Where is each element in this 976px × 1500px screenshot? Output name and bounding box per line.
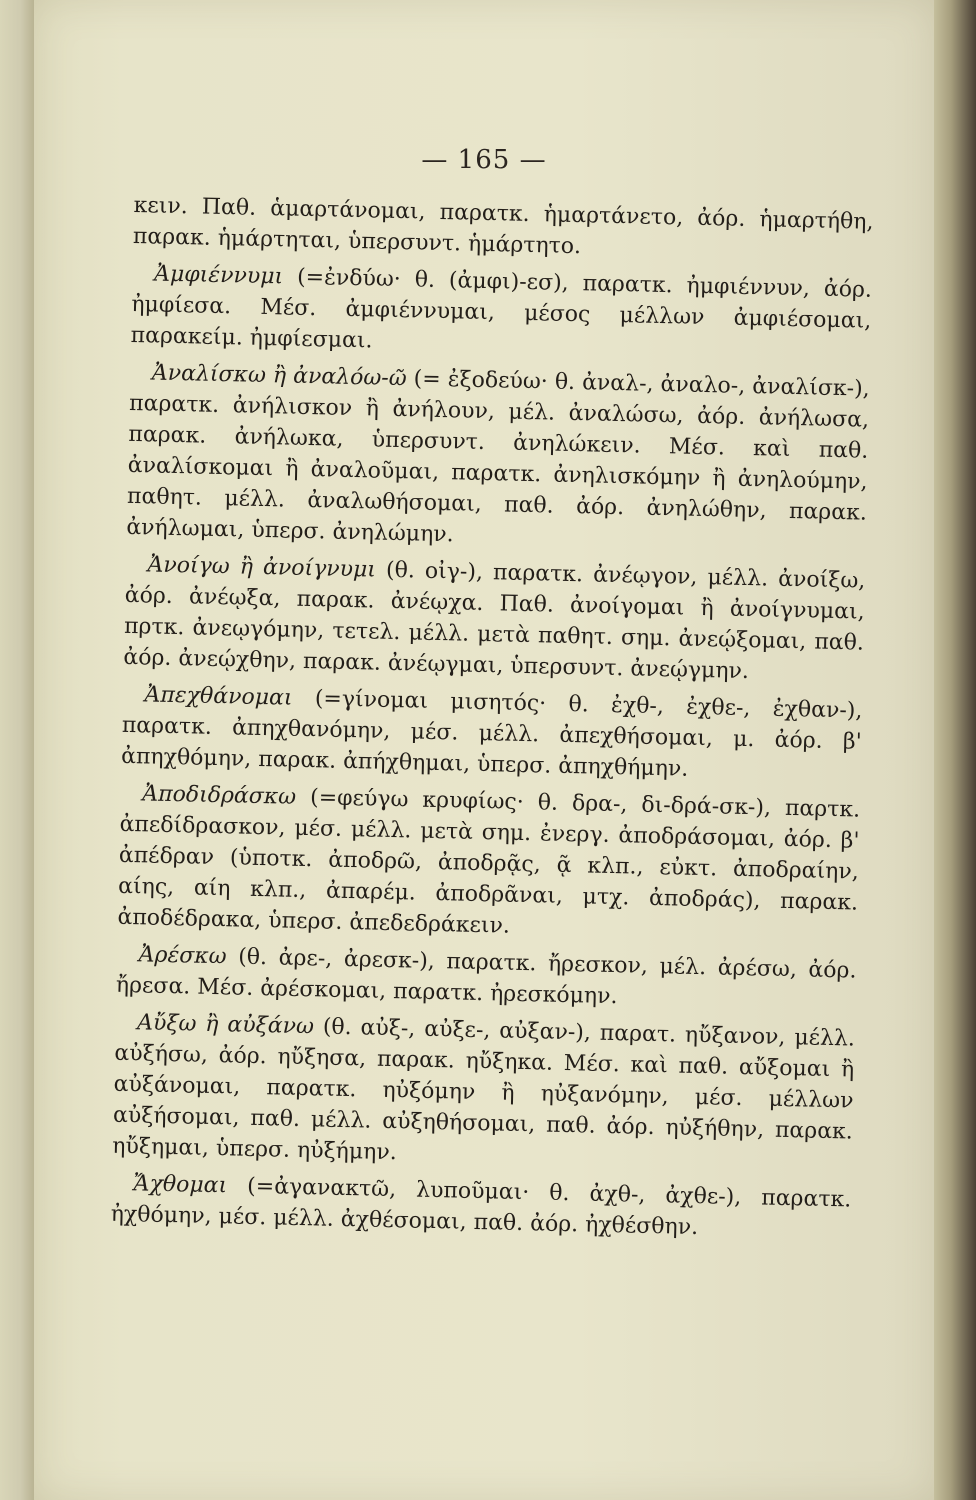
page-number: — 165 — <box>421 145 547 175</box>
entry-text: (θ. ἀρε-, ἀρεσκ-), παρατκ. ἤρεσκον, μέλ. ἀρέσω, ἀόρ. ἤρεσα. Μέσ. ἀρέσκομαι, παρατκ. ἠρεσκόμην. <box>115 944 857 1010</box>
right-page-edge <box>934 0 976 1500</box>
entry <box>133 190 874 269</box>
entry-text: (=ἐνδύω· θ. (ἀμφι)-εσ), παρατκ. ἠμφιέννυν, ἀόρ. ἠμφίεσα. Μέσ. ἀμφιέννυμαι, μέσος μέλλων ἀμφιέσομαι, παρακείμ. ἠμφίεσμαι. <box>130 264 873 354</box>
entry-lemma: Ἀναλίσκω ἢ ἀναλόω-ῶ <box>151 360 407 392</box>
entry-text: (= ἐξοδεύω· θ. ἀναλ-, ἀναλο-, ἀναλίσκ-), παρατκ. ἀνήλισκον ἢ ἀνήλουν, μέλ. ἀναλώσω, ἀόρ. ἀνήλωσα, παρακ. ἀνήλωκα, ὑπερσυντ. ἀνηλώκειν. Μέσ. καὶ παθ. ἀναλίσκομαι ἢ ἀναλοῦμαι, παρατκ. ἀνηλισκόμην ἢ ἀνηλούμην, παθητ. μέλλ. ἀναλωθήσομαι, παθ. ἀόρ. ἀνηλώθην, παρακ. ἀνήλωμαι, ὑπερσ. ἀνηλώμην. <box>126 366 870 548</box>
body-text <box>110 190 874 1253</box>
left-page-edge <box>0 0 34 1500</box>
entry-lemma: Ἀμφιέννυμι <box>153 261 284 290</box>
entry <box>112 1007 855 1179</box>
entry-text: (θ. οἰγ-), παρατκ. ἀνέῳγον, μέλλ. ἀνοίξω, ἀόρ. ἀνέῳξα, παρακ. ἀνέῳχα. Παθ. ἀνοίγομαι ἢ ἀνοίγνυμαι, πρτκ. ἀνεῳγόμην, τετελ. μέλλ. μετὰ παθητ. σημ. ἀνεῴξομαι, παθ. ἀόρ. ἀνεῴχθην, παρακ. ἀνέῳγμαι, ὑπερσυντ. ἀνεῴγμην. <box>123 557 866 685</box>
entry <box>121 679 863 789</box>
entry-lemma: Αὔξω ἢ αὐξάνω <box>136 1010 315 1040</box>
entry-text: (=φεύγω κρυφίως· θ. δρα-, δι-δρά-σκ-), παρτκ. ἀπεδίδρασκον, μέσ. μέλλ. μετὰ σημ. ἐνεργ. ἀποδράσομαι, ἀόρ. β' ἀπέδραν (ὑποτκ. ἀποδρῶ, ἀποδρᾷς, ᾷ κλπ., εὐκτ. ἀποδραίην, αίης, αίη κλπ., ἀπαρέμ. ἀποδρᾶναι, μτχ. ἀποδράς), παρακ. ἀποδέδρακα, ὑπερσ. ἀπεδεδράκειν. <box>117 784 861 939</box>
entry-lemma: Ἀποδιδράσκω <box>142 781 297 810</box>
entry <box>123 549 866 690</box>
entry-text: (=γίνομαι μισητός· θ. ἐχθ-, ἐχθε-, ἐχθαν-), παρατκ. ἀπηχθανόμην, μέσ. μέλλ. ἀπεχθήσομαι, μ. ἀόρ. β' ἀπηχθόμην, παρακ. ἀπήχθημαι, ὑπερσ. ἀπηχθήμην. <box>120 685 863 782</box>
entry <box>117 778 860 950</box>
entry-lemma: Ἄχθομαι <box>133 1171 228 1199</box>
entry <box>126 357 870 560</box>
entry-text: (=ἀγανακτῶ, λυποῦμαι· θ. ἀχθ-, ἀχθε-), παρατκ. ἠχθόμην, μέσ. μέλλ. ἀχθέσομαι, παθ. ἀόρ. ἠχθέσθην. <box>110 1173 852 1241</box>
entry <box>110 1168 851 1247</box>
entry-text: κειν. Παθ. ἁμαρτάνομαι, παρατκ. ἡμαρτάνετο, ἀόρ. ἡμαρτήθη, παρακ. ἡμάρτηται, ὑπερσυντ. ἡμάρτητο. <box>132 192 874 260</box>
page-sheet <box>34 0 934 1500</box>
entry-text: (θ. αὐξ-, αὐξε-, αὐξαν-), παρατ. ηὔξανον, μέλλ. αὐξήσω, ἀόρ. ηὔξησα, παρακ. ηὔξηκα. Μέσ. καὶ παθ. αὔξομαι ἢ αὐξάνομαι, παρατκ. ηὐξόμην ἢ ηὐξανόμην, μέσ. μέλλων αὐξήσομαι, παθ. μέλλ. αὐξηθήσομαι, παθ. ἀόρ. ηὐξήθην, παρακ. ηὔξημαι, ὑπερσ. ηὐξήμην. <box>112 1014 856 1166</box>
entry-lemma: Ἀρέσκω <box>138 942 227 970</box>
entry-lemma: Ἀνοίγω ἢ ἀνοίγνυμι <box>147 552 377 583</box>
entry <box>130 258 872 368</box>
entry-lemma: Ἀπεχθάνομαι <box>144 682 293 711</box>
entry <box>116 939 857 1018</box>
